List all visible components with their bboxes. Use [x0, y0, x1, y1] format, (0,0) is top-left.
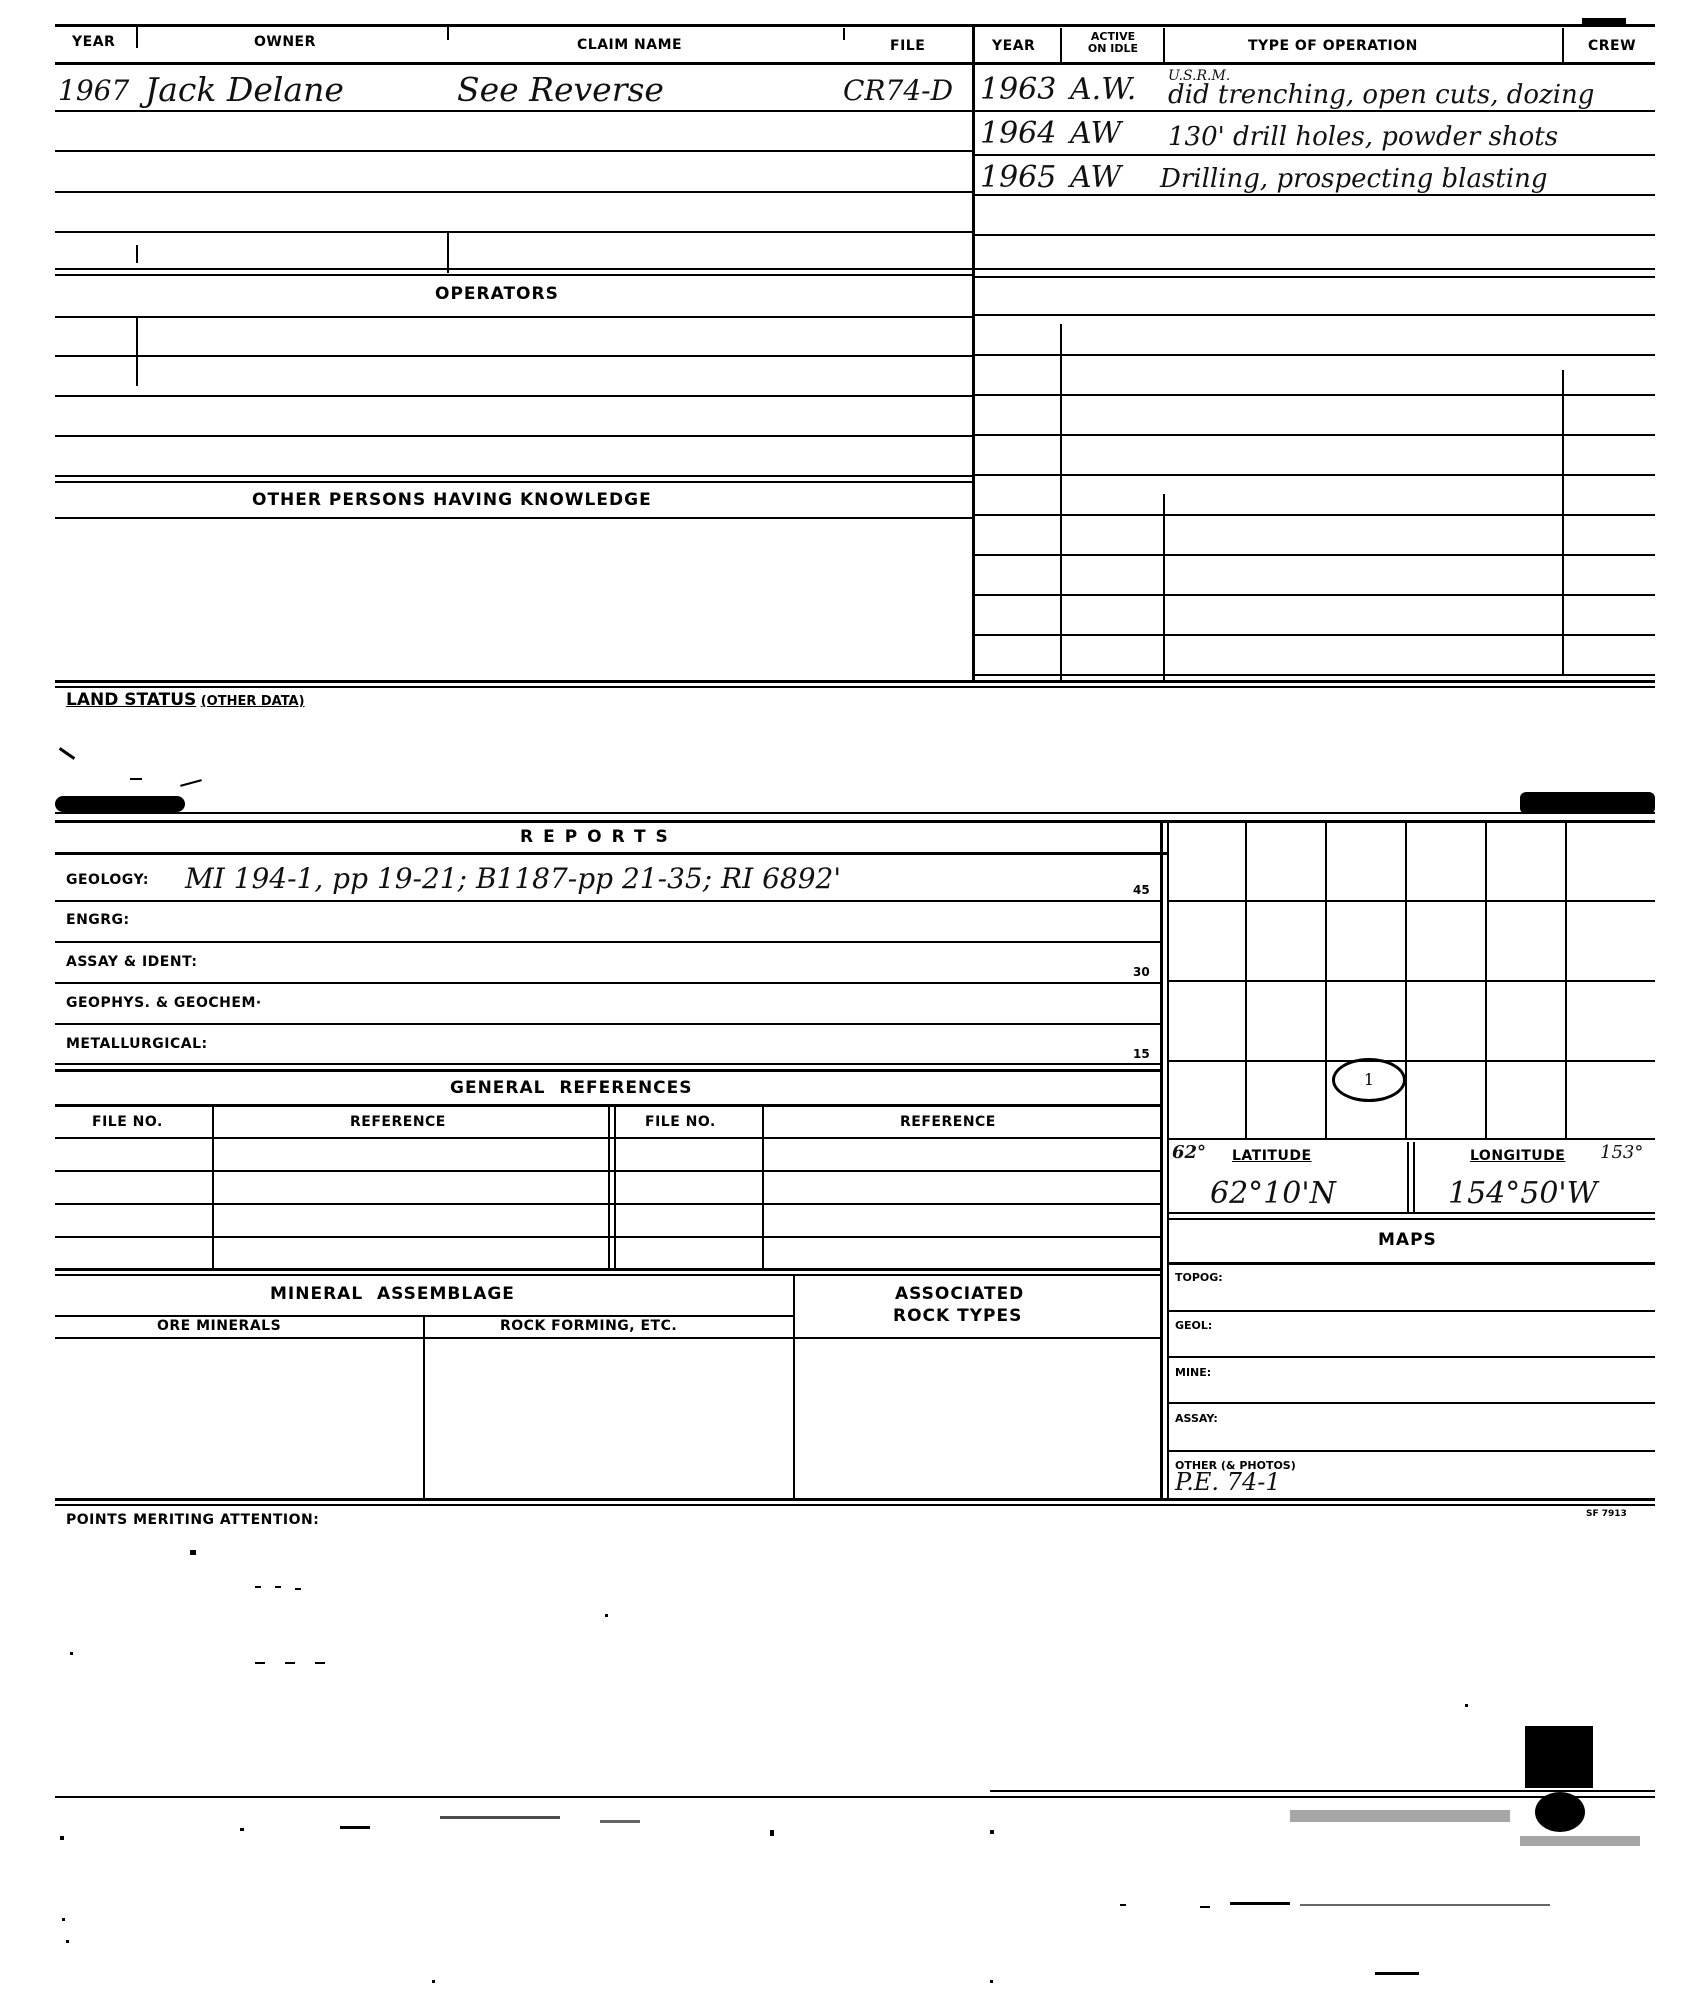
reports-title: REPORTS — [520, 827, 678, 847]
land-status-heading — [66, 690, 305, 710]
operation-type: Drilling, prospecting blasting — [1160, 164, 1548, 194]
operators-label: OPERATORS — [435, 284, 559, 304]
general-references-title: GENERAL REFERENCES — [450, 1078, 693, 1098]
report-label-engrg: ENGRG: — [66, 912, 130, 928]
land-status-label: LAND STATUS — [66, 690, 197, 710]
file-number: CR74-D — [843, 74, 954, 107]
claim-name: See Reverse — [457, 70, 664, 109]
operation-year: 1963 — [980, 72, 1057, 107]
operation-note: U.S.R.M. — [1168, 68, 1231, 84]
header-file: FILE — [890, 38, 926, 54]
lon-suffix: 153° — [1600, 1142, 1644, 1163]
operation-status: A.W. — [1070, 72, 1137, 107]
header-on-idle: ON IDLE — [1087, 42, 1139, 55]
latitude-value: 62°10'N — [1210, 1176, 1336, 1211]
map-label-topog: TOPOG: — [1175, 1271, 1223, 1284]
grid-mark-text: 1 — [1363, 1070, 1375, 1089]
report-label-geophys: GEOPHYS. & GEOCHEM· — [66, 995, 262, 1011]
scale-mark-45: 45 — [1133, 883, 1150, 897]
col-reference: REFERENCE — [350, 1114, 446, 1130]
report-label-assay: ASSAY & IDENT: — [66, 954, 198, 970]
assoc-rock-types-line2: ROCK TYPES — [893, 1306, 1023, 1326]
header-year-2: YEAR — [992, 38, 1036, 54]
lat-prefix: 62° — [1172, 1142, 1207, 1163]
operation-type: did trenching, open cuts, dozing — [1168, 80, 1595, 110]
header-type-of-operation: TYPE OF OPERATION — [1248, 38, 1418, 54]
operation-year: 1965 — [980, 160, 1057, 195]
report-value-geology: MI 194-1, pp 19-21; B1187-pp 21-35; RI 6892' — [185, 862, 842, 895]
operation-year: 1964 — [980, 116, 1057, 151]
operation-status: AW — [1070, 116, 1122, 151]
longitude-label: LONGITUDE — [1470, 1148, 1566, 1164]
header-active: ACTIVE — [1090, 30, 1136, 43]
header-claim-name: CLAIM NAME — [577, 37, 683, 53]
map-label-assay: ASSAY: — [1175, 1412, 1218, 1425]
other-persons-label: OTHER PERSONS HAVING KNOWLEDGE — [252, 490, 652, 510]
maps-title: MAPS — [1378, 1230, 1437, 1250]
land-status-sub: (OTHER DATA) — [200, 694, 305, 709]
points-meriting-attention: POINTS MERITING ATTENTION: — [66, 1512, 320, 1528]
form-number: SF 7913 — [1586, 1509, 1627, 1519]
col-ore-minerals: ORE MINERALS — [157, 1318, 282, 1334]
col-file-no-2: FILE NO. — [645, 1114, 716, 1130]
col-rock-forming: ROCK FORMING, ETC. — [500, 1318, 678, 1334]
header-crew: CREW — [1588, 38, 1637, 54]
operation-status: AW — [1070, 160, 1122, 195]
col-reference-2: REFERENCE — [900, 1114, 996, 1130]
grid-circle-mark — [1332, 1058, 1406, 1102]
map-label-mine: MINE: — [1175, 1366, 1212, 1379]
col-file-no: FILE NO. — [92, 1114, 163, 1130]
assoc-rock-types-line1: ASSOCIATED — [895, 1284, 1025, 1304]
mineral-assemblage-title: MINERAL ASSEMBLAGE — [270, 1284, 515, 1304]
map-value-other: P.E. 74-1 — [1175, 1468, 1281, 1496]
header-year: YEAR — [72, 34, 116, 50]
owner-name: Jack Delane — [145, 70, 344, 109]
owner-year: 1967 — [58, 74, 130, 107]
report-label-metallurgical: METALLURGICAL: — [66, 1036, 208, 1052]
header-active-on-idle — [1068, 31, 1158, 55]
operation-type: 130' drill holes, powder shots — [1168, 122, 1559, 152]
scale-mark-30: 30 — [1133, 965, 1150, 979]
latitude-label: LATITUDE — [1232, 1148, 1312, 1164]
map-label-geol: GEOL: — [1175, 1319, 1213, 1332]
scale-mark-15: 15 — [1133, 1047, 1150, 1061]
report-label-geology: GEOLOGY: — [66, 872, 149, 888]
longitude-value: 154°50'W — [1448, 1176, 1598, 1211]
map-label-other: OTHER (& PHOTOS) — [1175, 1459, 1296, 1472]
header-owner: OWNER — [254, 34, 316, 50]
